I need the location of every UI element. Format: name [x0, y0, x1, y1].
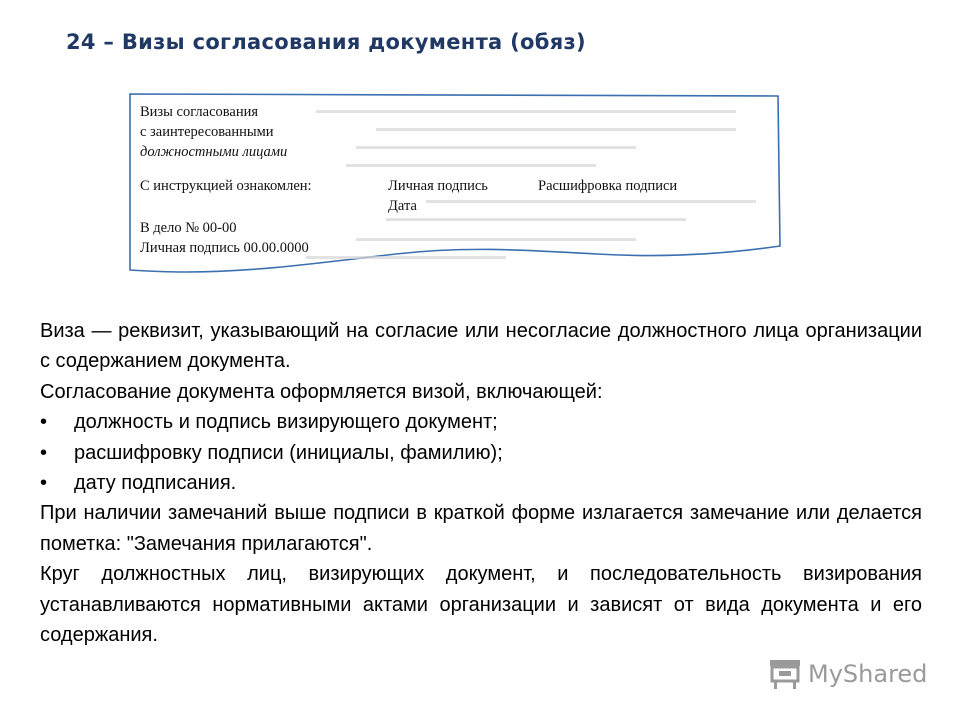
intro-paragraph: Виза — реквизит, указывающий на согласие или несогласие должностного лица организации с содержанием документа.	[40, 320, 922, 373]
signature-decoding-label: Расшифровка подписи	[538, 178, 678, 194]
bullet-item	[40, 438, 922, 468]
bullet-marker: •	[40, 441, 48, 464]
remarks-paragraph: При наличии замечаний выше подписи в краткой форме излагается замечание или делается пометка: "Замечания прилагаются".	[40, 502, 922, 555]
visa-line-1: Визы согласования	[140, 104, 259, 120]
lead-paragraph: Согласование документа оформляется визой, включающей:	[40, 380, 603, 403]
body-text	[40, 316, 922, 650]
instruction-label: С инструкцией ознакомлен:	[140, 178, 312, 194]
visa-line-3: должностными лицами	[140, 144, 288, 160]
presentation-board-icon	[768, 658, 802, 690]
bullet-marker: •	[40, 472, 48, 495]
signature-date-label: Личная подпись 00.00.0000	[140, 240, 309, 256]
file-case-label: В дело № 00-00	[140, 220, 237, 236]
bullet-marker: •	[40, 411, 48, 434]
personal-signature-label: Личная подпись	[388, 178, 488, 194]
bullet-item	[40, 468, 922, 498]
myshared-logo	[768, 656, 927, 692]
document-sample	[126, 88, 786, 288]
bullet-text: должность и подпись визирующего документ;	[74, 411, 498, 434]
circle-paragraph: Круг должностных лиц, визирующих документ, и последовательность визирования устанавливаются нормативными актами организации и зависят от вида документа и его содержания.	[40, 563, 922, 647]
date-label: Дата	[388, 198, 417, 214]
bullet-item	[40, 407, 922, 437]
visa-line-2: с заинтересованными	[140, 124, 274, 140]
bullet-text: расшифровку подписи (инициалы, фамилию);	[74, 441, 503, 464]
bullet-text: дату подписания.	[74, 472, 237, 495]
slide-title: 24 – Визы согласования документа (обяз)	[66, 30, 586, 54]
logo-text: MyShared	[808, 660, 928, 688]
